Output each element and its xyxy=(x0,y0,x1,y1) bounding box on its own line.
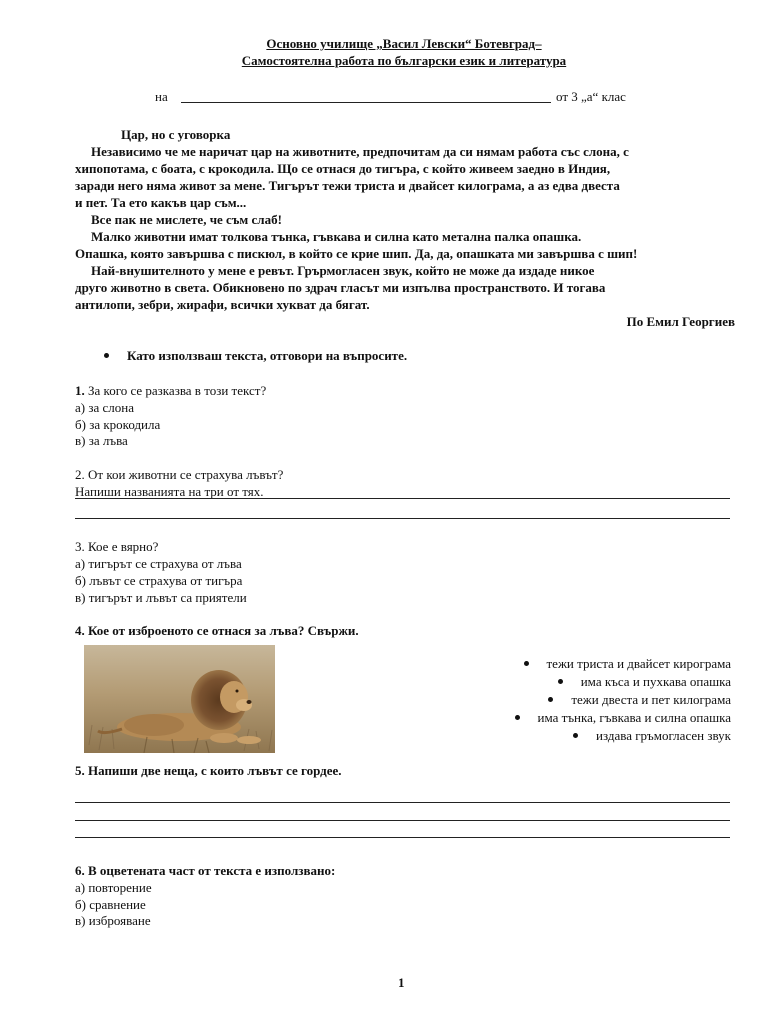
story-line: антилопи, зебри, жирафи, всички хукват да бягат. xyxy=(75,297,370,312)
q4-option[interactable]: издава гръмогласен звук xyxy=(515,727,731,745)
story-line: хипопотама, с боата, с крокодила. Що се отнася до тигъра, с който живеем заедно в Индия, xyxy=(75,161,611,176)
story-line: друго животно в света. Обикновено по здрач гласът ми изпълва пространството. И тогава xyxy=(75,280,606,295)
question-5: 5. Напиши две неща, с които лъвът се гордее. xyxy=(75,763,342,778)
lion-image xyxy=(84,645,275,753)
question-1: 1. За кого се разказва в този текст? xyxy=(75,383,267,398)
answer-line[interactable] xyxy=(75,498,730,499)
question-2-sub: Напиши названията на три от тях. xyxy=(75,484,264,499)
q4-option[interactable]: има тънка, гъвкава и силна опашка xyxy=(515,709,731,727)
q3-option-c[interactable]: в) тигърът и лъвът са приятели xyxy=(75,590,247,605)
q4-options xyxy=(515,655,731,745)
question-2: 2. От кои животни се страхува лъвът? xyxy=(75,467,284,482)
name-label: на xyxy=(155,89,168,104)
q6-option-b[interactable]: б) сравнение xyxy=(75,897,146,912)
story-line: Независимо че ме наричат цар на животните, предпочитам да си нямам работа със слона, с xyxy=(91,144,629,159)
story-text xyxy=(75,126,735,330)
worksheet-title: Самостоятелна работа по български език и литература xyxy=(241,53,567,68)
answer-line[interactable] xyxy=(75,802,730,803)
q6-option-a[interactable]: а) повторение xyxy=(75,880,152,895)
q3-option-a[interactable]: а) тигърът се страхува от лъва xyxy=(75,556,242,571)
q1-option-b[interactable]: б) за крокодила xyxy=(75,417,161,432)
q6-option-c[interactable]: в) изброяване xyxy=(75,913,151,928)
name-line[interactable] xyxy=(181,102,551,103)
story-line: Малко животни имат толкова тънка, гъвкава и силна като метална палка опашка. xyxy=(91,229,582,244)
bullet-icon xyxy=(548,697,553,702)
story-line: Най-внушителното у мене е ревът. Грърмогласен звук, който не може да издаде никое xyxy=(91,263,595,278)
q4-option[interactable]: има къса и пухкава опашка xyxy=(515,673,731,691)
answer-line[interactable] xyxy=(75,837,730,838)
school-title: Основно училище „Васил Левски“ Ботевград– xyxy=(266,36,542,51)
bullet-icon xyxy=(573,733,578,738)
answer-line[interactable] xyxy=(75,820,730,821)
bullet-icon xyxy=(558,679,563,684)
q3-option-b[interactable]: б) лъвът се страхува от тигъра xyxy=(75,573,243,588)
story-line: Все пак не мислете, че съм слаб! xyxy=(91,212,282,227)
q4-option[interactable]: тежи двеста и пет килограма xyxy=(515,691,731,709)
q1-option-c[interactable]: в) за лъва xyxy=(75,433,128,448)
question-6: 6. В оцветената част от текста е използвано: xyxy=(75,863,336,878)
bullet-icon xyxy=(524,661,529,666)
question-4: 4. Кое от изброеното се отнася за лъва? Свържи. xyxy=(75,623,359,638)
q1-option-a[interactable]: а) за слона xyxy=(75,400,134,415)
story-author: По Емил Георгиев xyxy=(626,314,735,329)
story-title: Цар, но с уговорка xyxy=(121,127,231,142)
story-line: заради него няма живот за мене. Тигърът тежи триста и двайсет килограма, а аз едва двеста xyxy=(75,178,620,193)
story-line: Опашка, която завършва с пискюл, в който се крие шип. Да, да, опашката ми завършва с шип! xyxy=(75,246,638,261)
class-label: от 3 „а“ клас xyxy=(556,89,626,104)
instruction: Като използваш текста, отговори на въпросите. xyxy=(104,348,407,364)
page-number: 1 xyxy=(398,975,405,990)
bullet-icon xyxy=(515,715,520,720)
story-line: и пет. Та ето какъв цар съм... xyxy=(75,195,247,210)
question-3: 3. Кое е вярно? xyxy=(75,539,159,554)
q4-option[interactable]: тежи триста и двайсет кирограма xyxy=(515,655,731,673)
bullet-icon xyxy=(104,353,109,358)
answer-line[interactable] xyxy=(75,518,730,519)
